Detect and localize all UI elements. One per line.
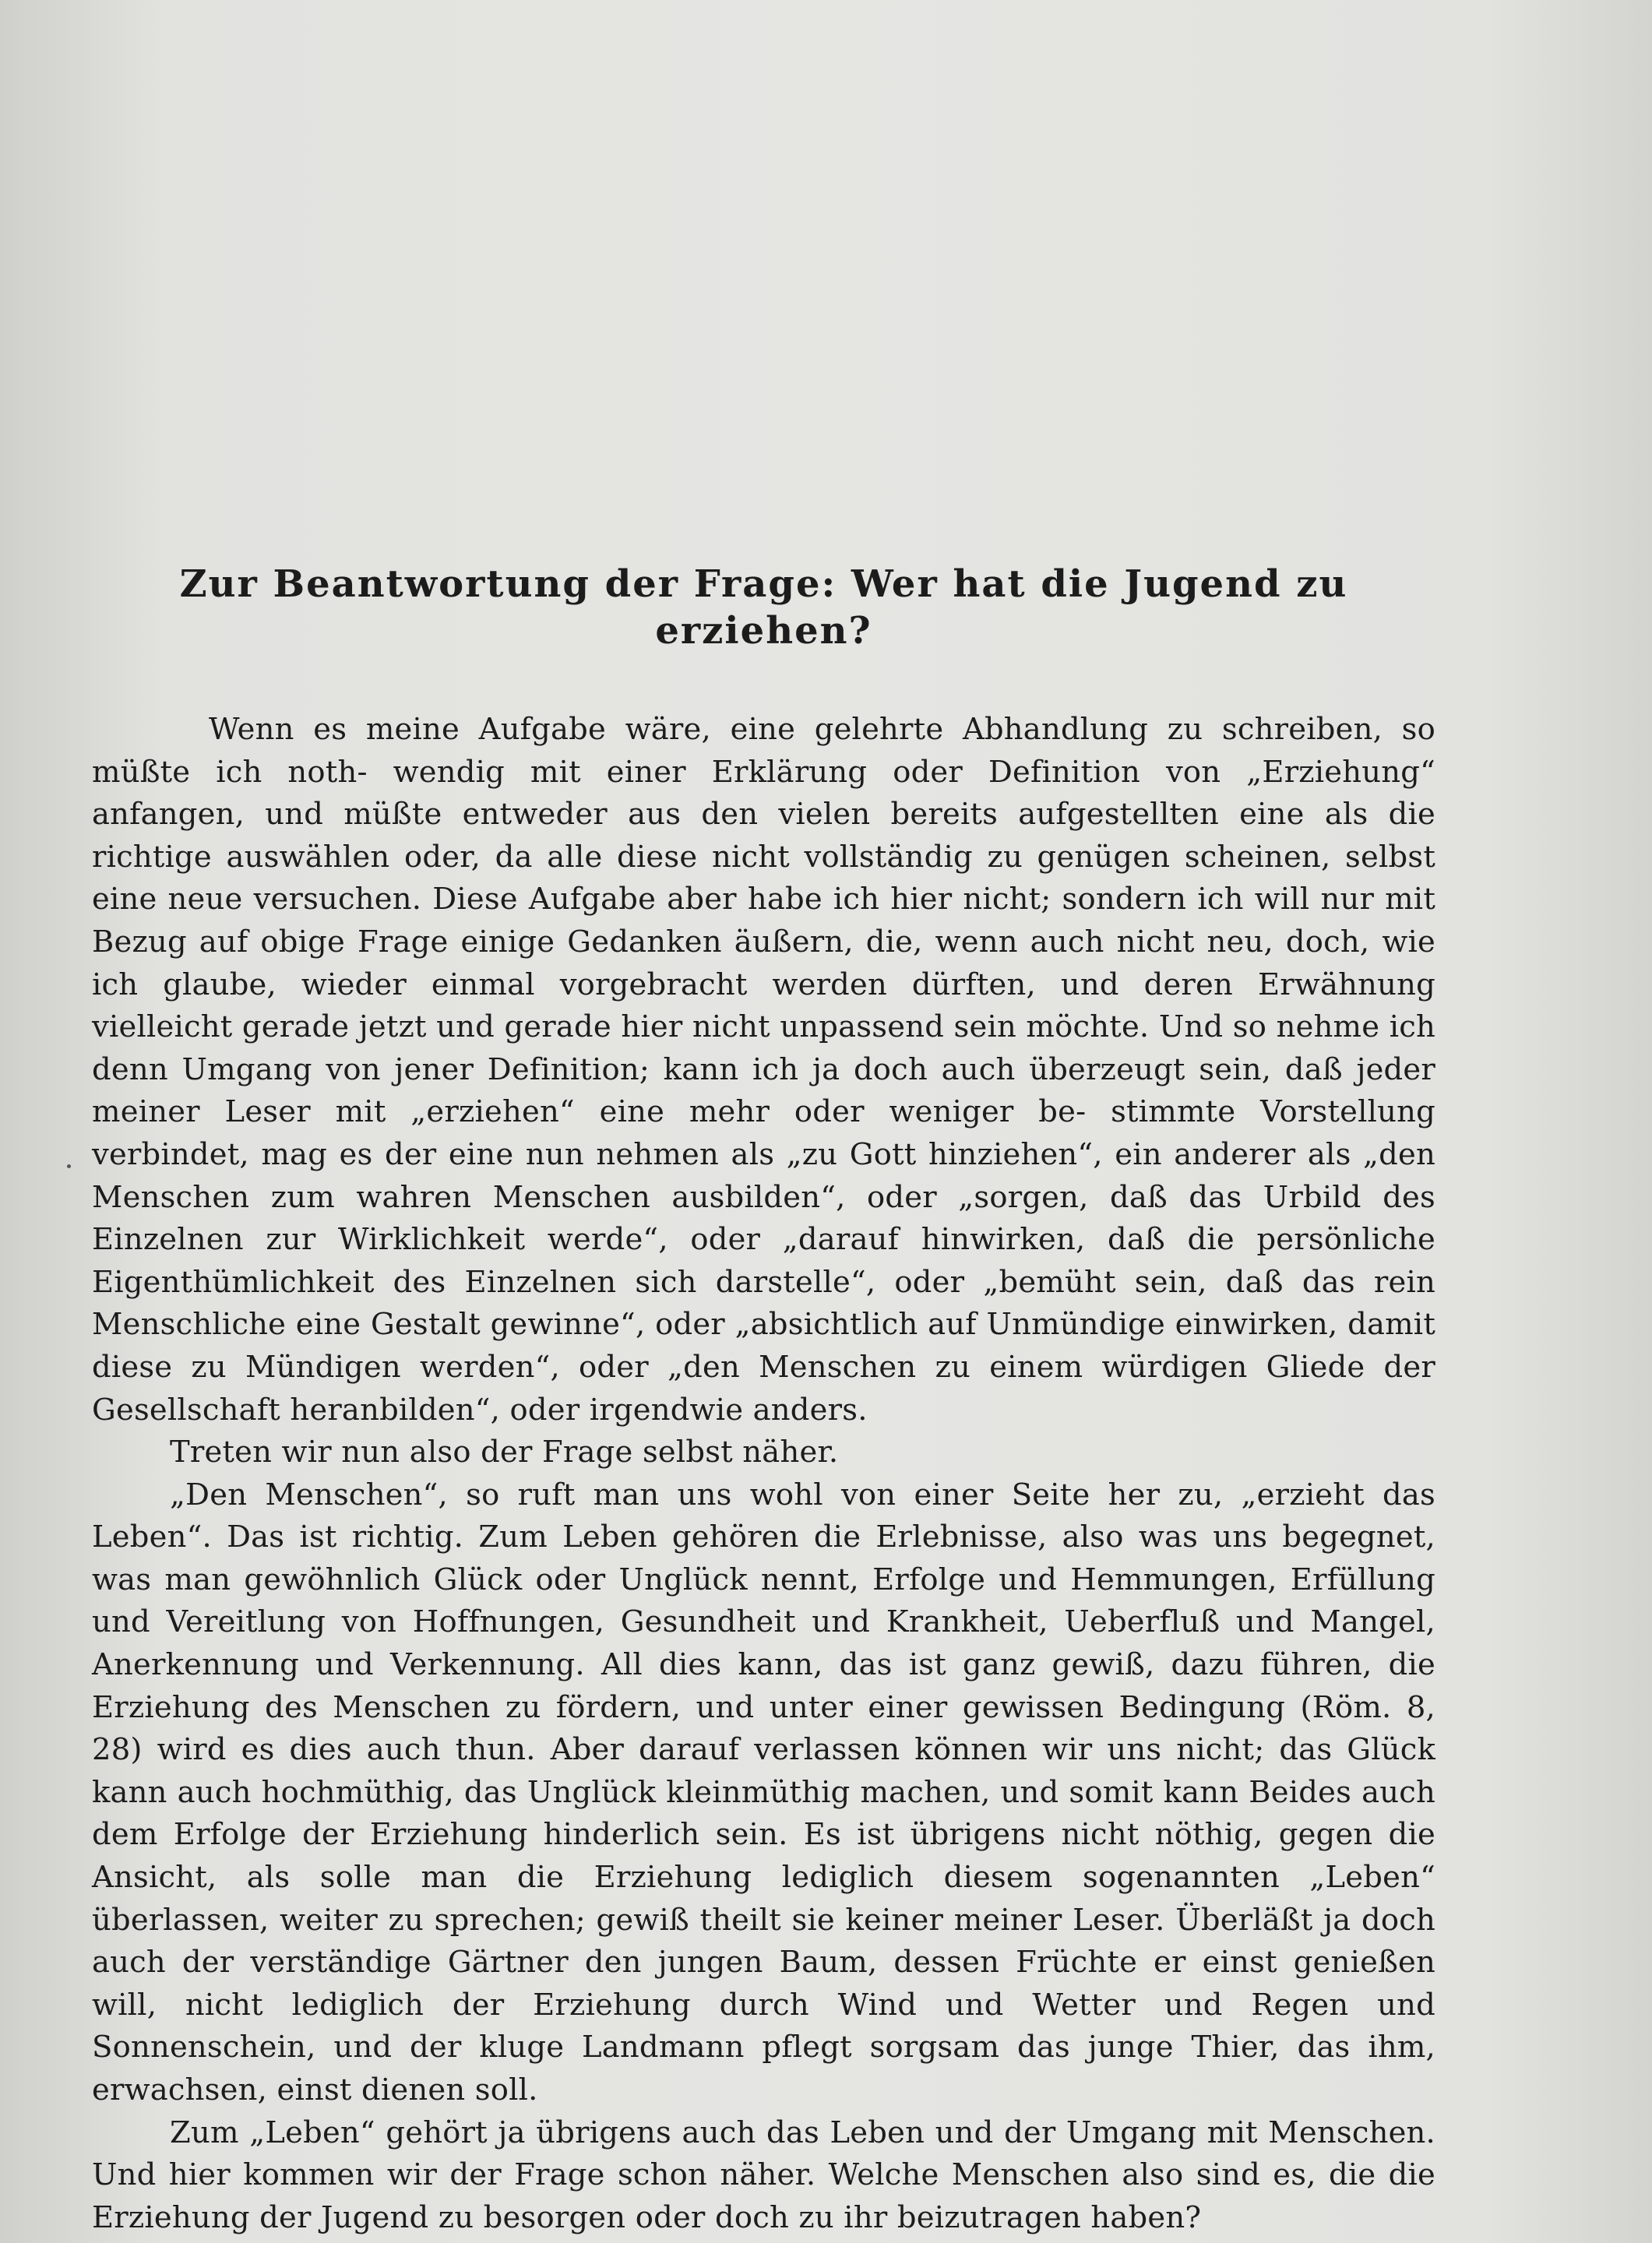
paragraph-1: Wenn es meine Aufgabe wäre, eine gelehrte Abhandlung zu schreiben, so müßte ich noth- wendig mit einer Erklärung oder Definition von „Erziehung“ anfangen, und müßte entweder aus den vielen bereits aufgestellten eine als die richtige auswählen oder, da alle diese nicht vollständig zu genügen scheinen, selbst eine neue versuchen. Diese Aufgabe aber habe ich hier nicht; sondern ich will nur mit Bezug auf obige Frage einige Gedanken äußern, die, wenn auch nicht neu, doch, wie ich glaube, wieder einmal vorgebracht werden dürften, und deren Erwähnung vielleicht gerade jetzt und gerade hier nicht unpassend sein möchte. Und so nehme ich denn Umgang von jener Definition; kann ich ja doch auch überzeugt sein, daß jeder meiner Leser mit „erziehen“ eine mehr oder weniger be- stimmte Vorstellung verbindet, mag es der eine nun nehmen als „zu Gott hinziehen“, ein anderer als „den Menschen zum wahren Menschen ausbilden“, oder „sorgen, daß das Urbild des Einzelnen zur Wirklichkeit werde“, oder „darauf hinwirken, daß die persönliche Eigenthümlichkeit des Einzelnen sich darstelle“, oder „bemüht sein, daß das rein Menschliche eine Gestalt gewinne“, oder „absichtlich auf Unmündige einwirken, damit diese zu Mündigen werden“, oder „den Menschen zu einem würdigen Gliede der Gesellschaft heranbilden“, oder irgendwie anders. — [92, 712, 1435, 1428]
page-title: Zur Beantwortung der Frage: Wer hat die Jugend zu erziehen? — [179, 562, 1348, 653]
paragraph-4: Zum „Leben“ gehört ja übrigens auch das Leben und der Umgang mit Menschen. Und hier kommen wir der Frage schon näher. Welche Menschen also sind es, die die Erziehung der Jugend zu besorgen oder doch zu ihr beizutragen haben? — [92, 2114, 1435, 2235]
paragraph-3: „Den Menschen“, so ruft man uns wohl von einer Seite her zu, „erzieht das Leben“. Das ist richtig. Zum Leben gehören die Erlebnisse, also was uns begegnet, was man gewöhnlich Glück oder Unglück nennt, Erfolge und Hemmungen, Erfüllung und Vereitlung von Hoffnungen, Gesundheit und Krankheit, Ueberfluß und Mangel, Anerkennung und Verkennung. All dies kann, das ist ganz gewiß, dazu führen, die Erziehung des Menschen zu fördern, und unter einer gewissen Bedingung (Röm. 8, 28) wird es dies auch thun. Aber darauf verlassen können wir uns nicht; das Glück kann auch hochmüthig, das Unglück kleinmüthig machen, und somit kann Beides auch dem Erfolge der Erziehung hinderlich sein. Es ist übrigens nicht nöthig, gegen die Ansicht, als solle man die Erziehung lediglich diesem sogenannten „Leben“ überlassen, weiter zu sprechen; gewiß theilt sie keiner meiner Leser. Überläßt ja doch auch der verständige Gärtner den jungen Baum, dessen Früchte er einst genießen will, nicht lediglich der Erziehung durch Wind und Wetter und Regen und Sonnenschein, und der kluge Landmann pflegt sorgsam das junge Thier, das ihm, erwachsen, einst dienen soll. — [92, 1477, 1435, 2107]
print-speck — [67, 1164, 71, 1168]
paragraph-2: Treten wir nun also der Frage selbst näher. — [170, 1435, 839, 1470]
body-text — [92, 709, 1435, 2239]
text-block — [92, 561, 1435, 2239]
